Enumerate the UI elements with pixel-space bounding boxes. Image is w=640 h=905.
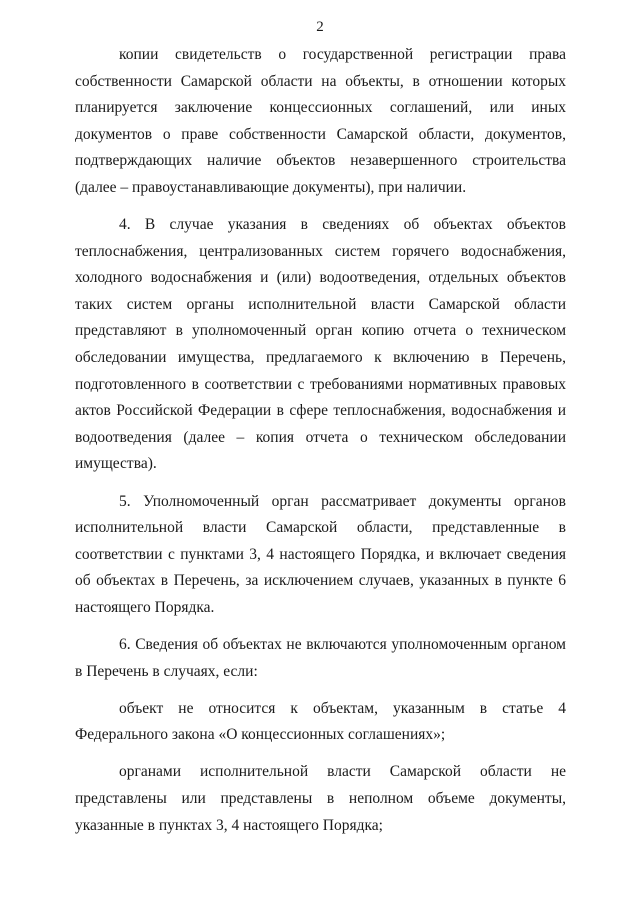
paragraph-6: 6. Сведения об объектах не включаются уполномоченным органом в Перечень в случаях, если:: [75, 635, 566, 680]
paragraph-6-item-1: объект не относится к объектам, указанным в статье 4 Федерального закона «О концессионных соглашениях»;: [75, 699, 566, 744]
paragraph-continuation: копии свидетельств о государственной регистрации права собственности Самарской области на объекты, в отношении которых планируется заключение концессионных соглашений, или иных документов о праве собственности Самарской области, документов, подтверждающих наличие объектов незавершенного строительства (далее – правоустанавливающие документы), при наличии.: [75, 46, 566, 196]
paragraph-6-item-2: органами исполнительной власти Самарской области не представлены или представлены в неполном объеме документы, указанные в пунктах 3, 4 настоящего Порядка;: [75, 763, 566, 834]
page-number: 2: [316, 19, 324, 35]
document-body: [75, 42, 566, 839]
paragraph-5: 5. Уполномоченный орган рассматривает документы органов исполнительной власти Самарской области, представленные в соответствии с пунктами 3, 4 настоящего Порядка, и включает сведения об объектах в Перечень, за исключением случаев, указанных в пункте 6 настоящего Порядка.: [75, 492, 566, 616]
paragraph-4: 4. В случае указания в сведениях об объектах объектов теплоснабжения, централизованных систем горячего водоснабжения, холодного водоснабжения и (или) водоотведения, отдельных объектов таких систем органы исполнительной власти Самарской области представляют в уполномоченный орган копию отчета о техническом обследовании имущества, предлагаемого к включению в Перечень, подготовленного в соответствии с требованиями нормативных правовых актов Российской Федерации в сфере теплоснабжения, водоснабжения и водоотведения (далее – копия отчета о техническом обследовании имущества).: [75, 216, 566, 473]
